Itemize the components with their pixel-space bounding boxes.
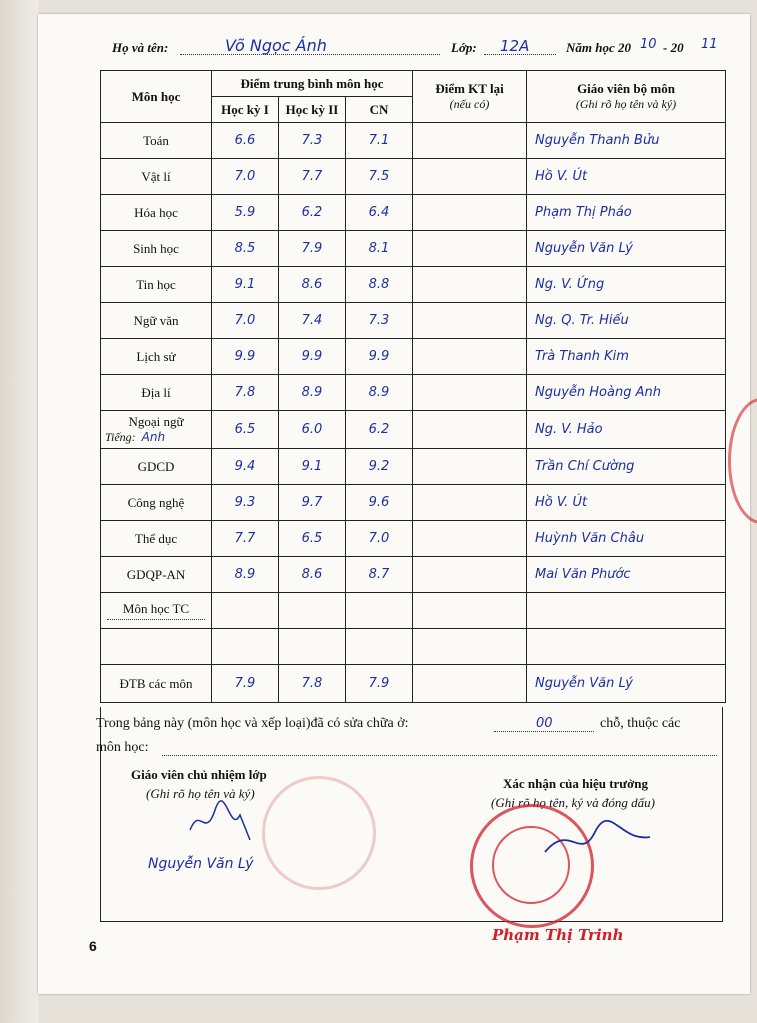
table-row: [101, 375, 726, 411]
score-cn: [346, 629, 413, 665]
subject-name: Địa lí: [141, 384, 171, 400]
table-row: [101, 411, 726, 449]
score-cn: 9.2: [346, 449, 413, 485]
table-row: [101, 629, 726, 665]
kt-cell: [413, 375, 527, 411]
score-hk1: 9.4: [212, 449, 279, 485]
col-teacher-note: (Ghi rõ họ tên và ký): [575, 97, 677, 111]
class-label: Lớp:: [451, 40, 477, 55]
homeroom-note: (Ghi rõ họ tên và ký): [146, 786, 255, 801]
score-hk1: 8.9: [212, 557, 279, 593]
corrections-line1-end: chỗ, thuộc các: [600, 716, 681, 731]
score-hk1: 7.9: [212, 665, 279, 703]
corrections-count-underline: [494, 731, 594, 732]
kt-cell: [413, 267, 527, 303]
col-kt: [413, 71, 527, 123]
score-cn: 6.4: [346, 195, 413, 231]
score-hk2: 8.6: [279, 557, 346, 593]
kt-cell: [413, 195, 527, 231]
col-kt-title: Điểm KT lại: [435, 81, 504, 96]
subject-cell: [101, 375, 212, 411]
kt-cell: [413, 231, 527, 267]
kt-cell: [413, 159, 527, 195]
score-hk2: 9.1: [279, 449, 346, 485]
table-row: [101, 231, 726, 267]
subject-name: GDCD: [137, 458, 175, 474]
subject-name: Toán: [143, 132, 169, 148]
subject-note: [101, 430, 211, 445]
score-hk2: 8.6: [279, 267, 346, 303]
kt-cell: [413, 339, 527, 375]
score-hk1: [212, 593, 279, 629]
score-hk1: 9.3: [212, 485, 279, 521]
homeroom-title: Giáo viên chủ nhiệm lớp: [131, 767, 267, 782]
subject-cell: [101, 231, 212, 267]
score-cn: 8.9: [346, 375, 413, 411]
grades-table: [100, 70, 726, 703]
score-cn: 8.1: [346, 231, 413, 267]
kt-cell: [413, 123, 527, 159]
score-hk1: 7.0: [212, 159, 279, 195]
score-hk2: 9.7: [279, 485, 346, 521]
subject-name: Ngoại ngữ: [128, 414, 184, 429]
subject-note-value: Anh: [141, 430, 166, 444]
table-row: [101, 593, 726, 629]
col-kt-note: (nếu có): [449, 97, 490, 111]
subject-cell: [101, 449, 212, 485]
subject-cell: [101, 267, 212, 303]
subject-name: Ngữ văn: [133, 312, 179, 328]
teacher-signature: Phạm Thị Pháo: [527, 195, 726, 231]
teacher-signature: [527, 593, 726, 629]
kt-cell: [413, 557, 527, 593]
subject-name: Hóa học: [134, 204, 178, 220]
table-row: [101, 557, 726, 593]
score-hk2: 8.9: [279, 375, 346, 411]
col-avg-group: Điểm trung bình môn học: [212, 71, 413, 97]
year-start: 10: [640, 37, 657, 52]
teacher-signature: Trần Chí Cường: [527, 449, 726, 485]
subject-cell: [101, 195, 212, 231]
score-hk1: 9.9: [212, 339, 279, 375]
student-name: Võ Ngọc Ánh: [225, 36, 327, 55]
page-number: 6: [89, 938, 97, 954]
kt-cell: [413, 521, 527, 557]
table-row: [101, 159, 726, 195]
teacher-signature: Mai Văn Phước: [527, 557, 726, 593]
score-hk2: 6.0: [279, 411, 346, 449]
teacher-signature: Hồ V. Út: [527, 485, 726, 521]
subject-cell: [101, 665, 212, 703]
score-cn: 9.9: [346, 339, 413, 375]
score-hk1: 6.5: [212, 411, 279, 449]
score-hk1: 9.1: [212, 267, 279, 303]
corrections-count: 00: [536, 716, 553, 731]
subject-cell: [101, 123, 212, 159]
corrections-line1: Trong bảng này (môn học và xếp loại)đã có sửa chữa ở:: [96, 716, 409, 731]
kt-cell: [413, 485, 527, 521]
kt-cell: [413, 411, 527, 449]
subject-cell: [101, 411, 212, 449]
score-cn: 7.1: [346, 123, 413, 159]
table-row: [101, 267, 726, 303]
teacher-signature: Ng. V. Hảo: [527, 411, 726, 449]
principal-name: Phạm Thị Trinh: [492, 926, 624, 944]
subject-name: Vật lí: [141, 168, 171, 184]
table-row: [101, 485, 726, 521]
subject-cell: [101, 339, 212, 375]
homeroom-name: Nguyễn Văn Lý: [148, 856, 254, 872]
subject-name: Sinh học: [133, 240, 179, 256]
score-hk2: 7.3: [279, 123, 346, 159]
teacher-signature: Huỳnh Văn Châu: [527, 521, 726, 557]
score-cn: 8.7: [346, 557, 413, 593]
principal-note: (Ghi rõ họ tên, ký và đóng dấu): [491, 795, 655, 810]
col-cn: CN: [346, 97, 413, 123]
corrections-line2: môn học:: [96, 740, 149, 755]
kt-cell: [413, 449, 527, 485]
teacher-signature: Ng. V. Ứng: [527, 267, 726, 303]
table-row: [101, 449, 726, 485]
score-cn: 8.8: [346, 267, 413, 303]
score-cn: [346, 593, 413, 629]
grade-rows: [101, 123, 726, 703]
table-row: [101, 521, 726, 557]
class-value: 12A: [500, 37, 530, 55]
table-row: [101, 665, 726, 703]
teacher-signature: Ng. Q. Tr. Hiếu: [527, 303, 726, 339]
subject-cell: [101, 593, 212, 629]
table-row: [101, 303, 726, 339]
subject-name: ĐTB các môn: [119, 675, 193, 691]
subject-name: Môn học TC: [122, 601, 190, 616]
score-cn: 7.5: [346, 159, 413, 195]
score-hk1: [212, 629, 279, 665]
score-cn: 7.3: [346, 303, 413, 339]
teacher-signature: Nguyễn Hoàng Anh: [527, 375, 726, 411]
year-label: Năm học 20: [566, 40, 631, 55]
score-hk2: 7.8: [279, 665, 346, 703]
score-hk2: 7.7: [279, 159, 346, 195]
subject-name: GDQP-AN: [126, 566, 186, 582]
subject-cell: [101, 557, 212, 593]
kt-cell: [413, 665, 527, 703]
score-hk1: 8.5: [212, 231, 279, 267]
subject-cell: [101, 629, 212, 665]
subject-cell: [101, 521, 212, 557]
subject-name: Công nghệ: [127, 494, 185, 510]
table-row: [101, 339, 726, 375]
faded-stamp-icon: [262, 776, 376, 890]
table-row: [101, 123, 726, 159]
col-teacher: [527, 71, 726, 123]
kt-cell: [413, 303, 527, 339]
teacher-signature: Trà Thanh Kim: [527, 339, 726, 375]
score-hk1: 7.0: [212, 303, 279, 339]
score-hk2: 7.4: [279, 303, 346, 339]
col-hk2: Học kỳ II: [279, 97, 346, 123]
principal-signature-icon: [540, 812, 660, 872]
col-hk1: Học kỳ I: [212, 97, 279, 123]
subject-cell: [101, 303, 212, 339]
homeroom-signature-icon: [180, 800, 260, 850]
score-cn: 6.2: [346, 411, 413, 449]
year-end: 11: [701, 37, 718, 52]
subject-tc-underline: [107, 619, 205, 620]
teacher-signature: Nguyễn Văn Lý: [527, 665, 726, 703]
score-hk1: 7.8: [212, 375, 279, 411]
score-cn: 7.9: [346, 665, 413, 703]
score-hk2: 9.9: [279, 339, 346, 375]
score-hk1: 6.6: [212, 123, 279, 159]
table-row: [101, 195, 726, 231]
year-separator: - 20: [663, 40, 684, 55]
subject-cell: [101, 159, 212, 195]
subject-name: Thể dục: [134, 530, 178, 546]
score-hk2: 7.9: [279, 231, 346, 267]
score-hk2: [279, 593, 346, 629]
teacher-signature: [527, 629, 726, 665]
kt-cell: [413, 629, 527, 665]
col-teacher-title: Giáo viên bộ môn: [577, 81, 675, 96]
col-subject: Môn học: [101, 71, 212, 123]
subject-cell: [101, 485, 212, 521]
score-cn: 9.6: [346, 485, 413, 521]
subject-name: Lịch sử: [136, 348, 176, 364]
page-fold-shadow: [0, 0, 38, 1023]
score-hk1: 7.7: [212, 521, 279, 557]
score-hk2: [279, 629, 346, 665]
kt-cell: [413, 593, 527, 629]
subject-note-label: Tiếng:: [105, 430, 136, 444]
teacher-signature: Hồ V. Út: [527, 159, 726, 195]
principal-title: Xác nhận của hiệu trưởng: [503, 776, 649, 791]
score-hk1: 5.9: [212, 195, 279, 231]
score-hk2: 6.2: [279, 195, 346, 231]
corrections-line2-underline: [162, 755, 717, 756]
score-cn: 7.0: [346, 521, 413, 557]
teacher-signature: Nguyễn Văn Lý: [527, 231, 726, 267]
score-hk2: 6.5: [279, 521, 346, 557]
name-label: Họ và tên:: [112, 40, 169, 55]
teacher-signature: Nguyễn Thanh Bửu: [527, 123, 726, 159]
subject-name: Tin học: [136, 276, 176, 292]
